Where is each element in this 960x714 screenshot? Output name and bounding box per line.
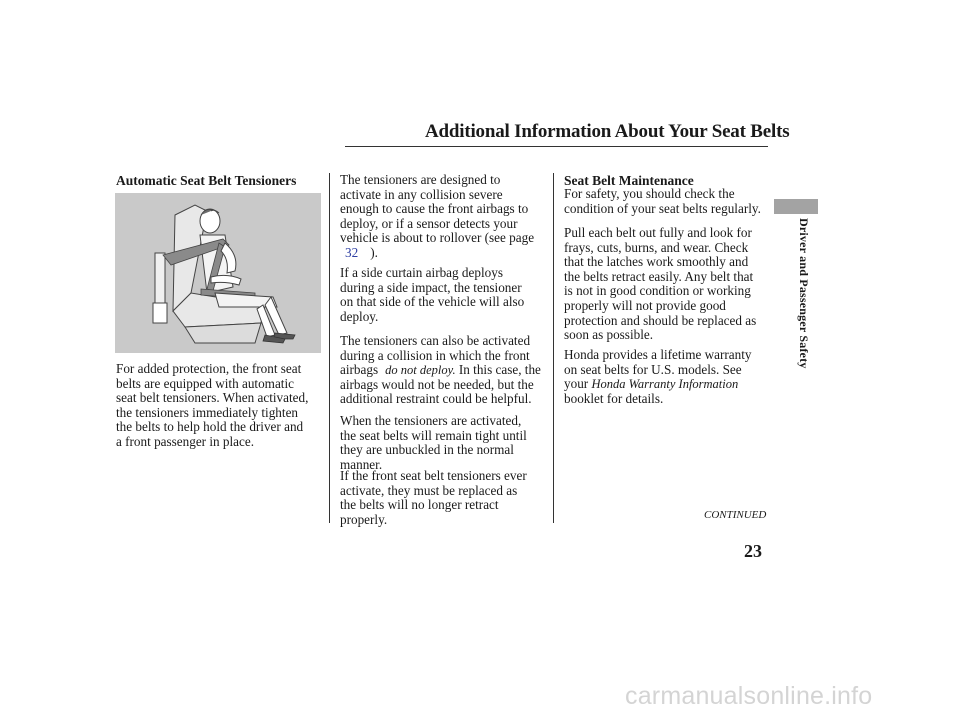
text-line: is not in good condition or working — [564, 283, 751, 299]
text-line: When the tensioners are activated, — [340, 413, 522, 428]
tensioners-heading: Automatic Seat Belt Tensioners — [116, 173, 297, 188]
text-line: For added protection, the front seat — [116, 361, 302, 376]
text-line: the belts to help hold the driver and — [116, 419, 304, 435]
column-divider-right — [553, 173, 554, 523]
text-line: If the front seat belt tensioners ever — [340, 468, 527, 483]
warranty-paragraph — [564, 348, 752, 406]
warranty-booklet-title: Honda Warranty Information — [591, 377, 739, 392]
text-line: vehicle is about to rollover (see page — [340, 230, 535, 246]
page-number: 23 — [744, 541, 762, 561]
page-reference-link[interactable]: 32 — [345, 244, 359, 260]
text-line: protection and should be replaced as — [564, 312, 757, 328]
text-line: frays, cuts, burns, and wear. Check — [564, 239, 749, 255]
text-line: If a side curtain airbag deploys — [340, 265, 503, 280]
text-line: properly. — [340, 511, 388, 527]
maintenance-intro-paragraph — [564, 187, 761, 216]
text-segment: airbags — [340, 362, 379, 378]
page-reference-close: ). — [370, 244, 378, 260]
text-line: the seat belts will remain tight until — [340, 427, 527, 443]
column-divider-left — [329, 173, 330, 523]
text-line: booklet for details. — [564, 390, 664, 406]
text-line: belts are equipped with automatic — [116, 375, 294, 391]
page-title: Additional Information About Your Seat Belts — [425, 121, 790, 142]
seated-passenger-illustration — [115, 193, 321, 353]
text-segment: your — [564, 376, 589, 392]
text-line: enough to cause the front airbags to — [340, 201, 529, 217]
section-tab — [774, 199, 818, 214]
text-line: the belts will no longer retract — [340, 497, 499, 513]
text-line: they are unbuckled in the normal — [340, 442, 514, 458]
text-line: seat belt tensioners. When activated, — [116, 390, 309, 406]
maintenance-heading: Seat Belt Maintenance — [564, 173, 694, 188]
text-line: additional restraint could be helpful. — [340, 391, 532, 407]
text-line: soon as possible. — [564, 327, 654, 343]
text-line: airbags would not be needed, but the — [340, 376, 534, 392]
text-line: deploy. — [340, 308, 379, 324]
text-line: deploy, or if a sensor detects your — [340, 215, 518, 231]
text-line: during a collision in which the front — [340, 347, 530, 363]
text-line: Pull each belt out fully and look for — [564, 225, 752, 240]
side-curtain-paragraph — [340, 266, 524, 324]
title-rule — [345, 146, 768, 147]
text-line: The tensioners can also be activated — [340, 333, 531, 348]
front-airbag-paragraph — [340, 334, 541, 407]
text-line — [340, 246, 534, 261]
text-line — [564, 377, 752, 392]
text-line: activate in any collision severe — [340, 186, 503, 202]
text-line: activate, they must be replaced as — [340, 482, 518, 498]
continued-label: CONTINUED — [704, 509, 767, 521]
text-line: during a side impact, the tensioner — [340, 279, 522, 295]
text-segment: In this case, the — [458, 362, 541, 378]
tensioners-intro-paragraph — [116, 362, 308, 450]
text-line: the tensioners immediately tighten — [116, 404, 299, 420]
text-line: on that side of the vehicle will also — [340, 294, 525, 310]
text-line: properly will not provide good — [564, 297, 726, 313]
text-line: The tensioners are designed to — [340, 172, 501, 187]
watermark: carmanualsonline.info — [625, 682, 873, 710]
section-side-label: Driver and Passenger Safety — [797, 218, 811, 369]
emphasis-text: do not deploy. — [385, 363, 456, 378]
text-line: that the latches work smoothly and — [564, 254, 749, 270]
tight-until-unbuckled-paragraph — [340, 414, 527, 472]
text-line: Honda provides a lifetime warranty — [564, 347, 752, 362]
text-line: condition of your seat belts regularly. — [564, 200, 761, 216]
text-line: manner. — [340, 456, 383, 472]
inspection-paragraph — [564, 226, 756, 343]
text-line: the belts retract easily. Any belt that — [564, 268, 754, 284]
text-line: a front passenger in place. — [116, 433, 255, 449]
text-line: on seat belts for U.S. models. See — [564, 361, 742, 377]
text-line: For safety, you should check the — [564, 186, 735, 201]
text-line — [340, 363, 541, 378]
tensioners-activation-paragraph — [340, 173, 534, 261]
seat-belt-tensioner-figure-icon — [115, 193, 321, 353]
replacement-paragraph — [340, 469, 527, 527]
